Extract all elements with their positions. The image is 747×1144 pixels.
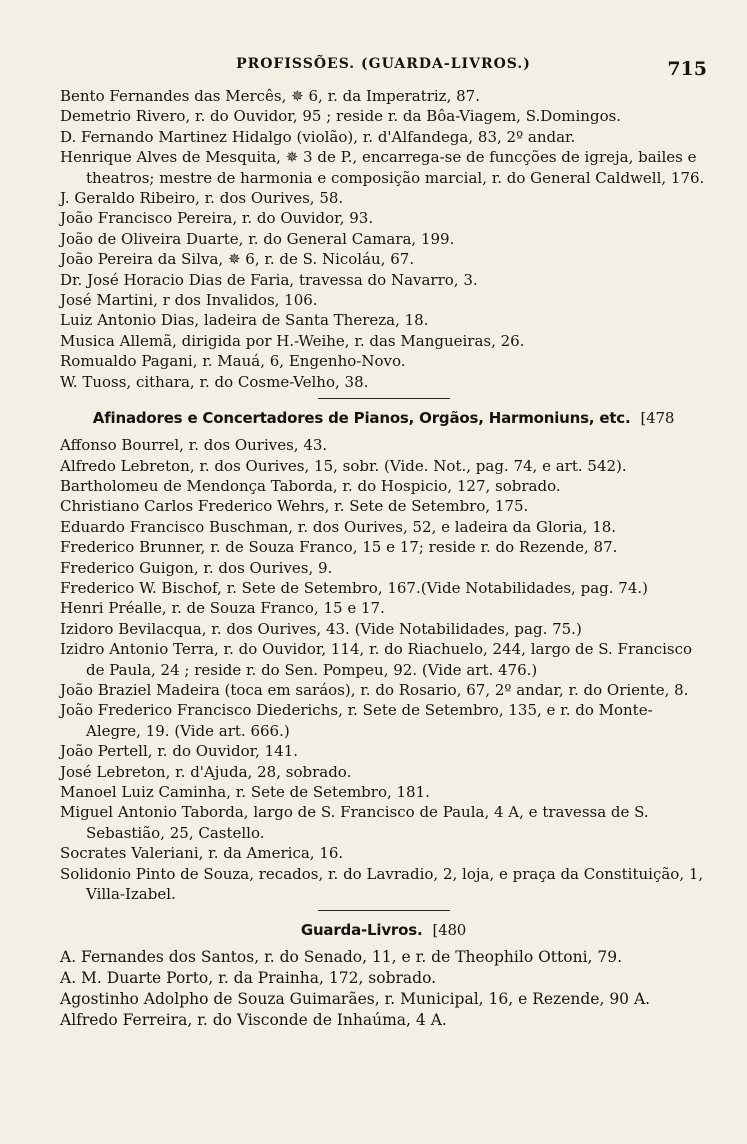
list-item: Frederico Brunner, r. de Souza Franco, 15 e 17; reside r. do Rezende, 87. <box>60 538 618 557</box>
list-item: Henri Préalle, r. de Souza Franco, 15 e 17. <box>60 599 385 618</box>
list-item: D. Fernando Martinez Hidalgo (violão), r. d'Alfandega, 83, 2º andar. <box>60 127 576 146</box>
list-item: João de Oliveira Duarte, r. do General Camara, 199. <box>60 229 455 248</box>
section-title: Afinadores e Concertadores de Pianos, Orgãos, Harmoniuns, etc. <box>92 409 631 428</box>
list-item: Eduardo Francisco Buschman, r. dos Ourives, 52, e ladeira da Gloria, 18. <box>60 517 617 536</box>
music-teachers-list <box>60 86 707 392</box>
list-item: Socrates Valeriani, r. da America, 16. <box>60 844 344 863</box>
section-divider <box>318 398 450 399</box>
list-item: João Pertell, r. do Ouvidor, 141. <box>60 742 299 761</box>
list-item: W. Tuoss, cithara, r. do Cosme-Velho, 38. <box>60 372 369 391</box>
section-heading-pianos <box>60 407 707 429</box>
list-item: Luiz Antonio Dias, ladeira de Santa Thereza, 18. <box>60 311 429 330</box>
list-item: Agostinho Adolpho de Souza Guimarães, r. Municipal, 16, e Rezende, 90 A. <box>60 990 651 1009</box>
list-item: Frederico W. Bischof, r. Sete de Setembro, 167.(Vide Notabilidades, pag. 74.) <box>60 578 648 597</box>
page-number: 715 <box>667 58 707 80</box>
list-item: Bento Fernandes das Mercês, ✵ 6, r. da Imperatriz, 87. <box>60 87 480 105</box>
section-ref: [478 <box>640 409 675 428</box>
list-item: João Pereira da Silva, ✵ 6, r. de S. Nicoláu, 67. <box>60 250 415 269</box>
list-item: Demetrio Rivero, r. do Ouvidor, 95 ; reside r. da Bôa-Viagem, S.Domingos. <box>60 107 622 126</box>
bookkeepers-section <box>60 919 707 1031</box>
list-item: Izidro Antonio Terra, r. do Ouvidor, 114, r. do Riachuelo, 244, largo de S. Francisco de Paula, 24 ; reside r. do Sen. Pompeu, 92. (Vide art. 476.) <box>60 640 693 679</box>
list-item: João Francisco Pereira, r. do Ouvidor, 93. <box>60 209 374 228</box>
list-item: José Martini, r dos Invalidos, 106. <box>60 291 318 310</box>
running-title: PROFISSÕES. (GUARDA-LIVROS.) <box>236 56 531 72</box>
section-heading-guarda-livros <box>60 919 707 941</box>
list-item: Miguel Antonio Taborda, largo de S. Francisco de Paula, 4 A, e travessa de S. Sebastião, 25, Castello. <box>60 803 649 842</box>
list-item: Henrique Alves de Mesquita, ✵ 3 de P., encarrega-se de funcções de igreja, bailes e theatros; mestre de harmonia e composição marcial, r. do General Caldwell, 176. <box>60 148 705 187</box>
section-ref: [480 <box>432 921 467 940</box>
list-item: J. Geraldo Ribeiro, r. dos Ourives, 58. <box>60 189 344 208</box>
list-item: João Braziel Madeira (toca em saráos), r. do Rosario, 67, 2º andar, r. do Oriente, 8. <box>60 680 689 699</box>
section-divider <box>318 910 450 911</box>
piano-tuners-list <box>60 435 707 904</box>
list-item: Manoel Luiz Caminha, r. Sete de Setembro, 181. <box>60 783 430 801</box>
list-item: A. M. Duarte Porto, r. da Prainha, 172, sobrado. <box>60 969 437 988</box>
list-item: Dr. José Horacio Dias de Faria, travessa do Navarro, 3. <box>60 270 478 289</box>
list-item: A. Fernandes dos Santos, r. do Senado, 11, e r. de Theophilo Ottoni, 79. <box>60 948 623 967</box>
list-item: Alfredo Ferreira, r. do Visconde de Inhaúma, 4 A. <box>60 1011 447 1030</box>
list-item: Christiano Carlos Frederico Wehrs, r. Sete de Setembro, 175. <box>60 497 529 516</box>
list-item: Bartholomeu de Mendonça Taborda, r. do Hospicio, 127, sobrado. <box>60 476 561 495</box>
page-header <box>60 56 707 86</box>
list-item: Izidoro Bevilacqua, r. dos Ourives, 43. (Vide Notabilidades, pag. 75.) <box>60 619 582 638</box>
list-item: Frederico Guigon, r. dos Ourives, 9. <box>60 558 333 577</box>
list-item: Musica Allemã, dirigida por H.-Weihe, r. das Mangueiras, 26. <box>60 331 525 350</box>
section-title: Guarda-Livros. <box>300 921 423 940</box>
list-item: Romualdo Pagani, r. Mauá, 6, Engenho-Novo. <box>60 352 406 371</box>
list-item: Solidonio Pinto de Souza, recados, r. do Lavradio, 2, loja, e praça da Constituição, 1, Villa-Izabel. <box>60 864 704 904</box>
list-item: José Lebreton, r. d'Ajuda, 28, sobrado. <box>60 762 352 781</box>
list-item: Alfredo Lebreton, r. dos Ourives, 15, sobr. (Vide. Not., pag. 74, e art. 542). <box>60 456 627 475</box>
list-item: Affonso Bourrel, r. dos Ourives, 43. <box>60 436 328 455</box>
bookkeepers-list <box>60 947 707 1031</box>
list-item: João Frederico Francisco Diederichs, r. Sete de Setembro, 135, e r. do Monte-Alegre, 19. (Vide art. 666.) <box>60 701 653 740</box>
